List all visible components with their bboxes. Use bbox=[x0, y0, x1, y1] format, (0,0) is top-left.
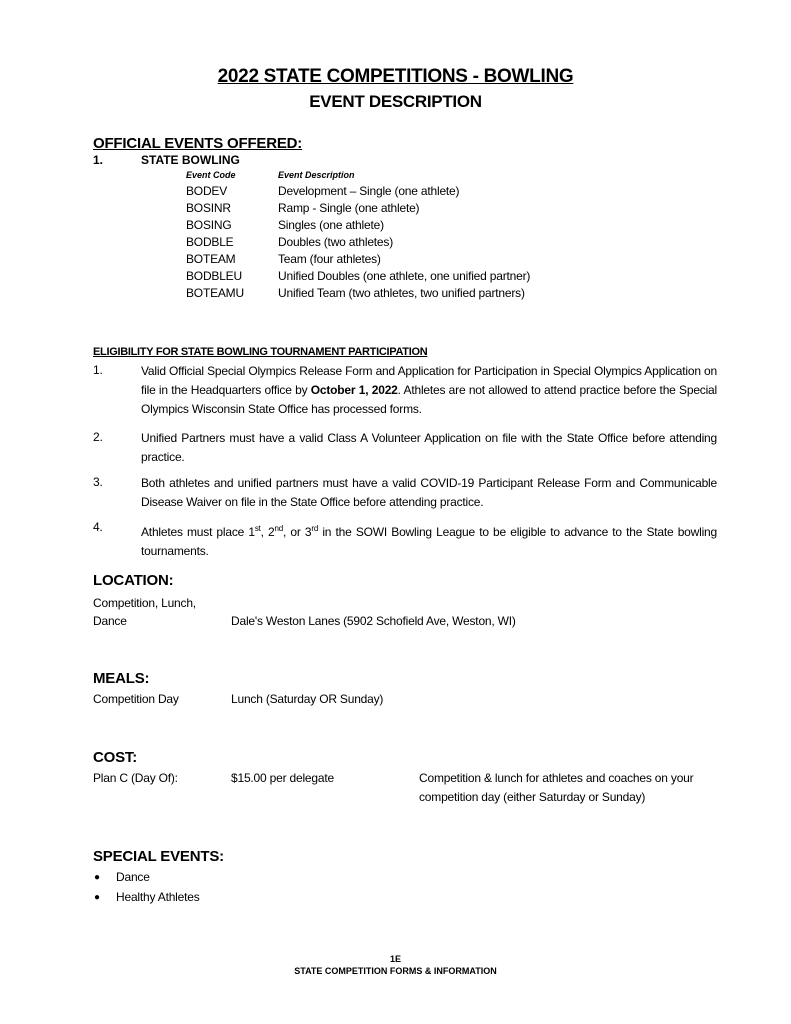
event-description: Ramp - Single (one athlete) bbox=[278, 200, 420, 215]
meals-value: Lunch (Saturday OR Sunday) bbox=[231, 692, 384, 706]
event-code: BODEV bbox=[186, 183, 228, 198]
event-code: BOSING bbox=[186, 217, 232, 232]
cost-description: competition day (either Saturday or Sunday) bbox=[419, 790, 646, 804]
table-row bbox=[186, 233, 530, 250]
event-description: Singles (one athlete) bbox=[278, 217, 384, 232]
ordinal-suffix: rd bbox=[311, 524, 319, 533]
eligibility-text: , 2 bbox=[260, 525, 275, 539]
ordinal-suffix: st bbox=[254, 524, 261, 533]
table-row bbox=[186, 250, 530, 267]
location-heading: LOCATION: bbox=[93, 572, 174, 589]
event-code: BOTEAMU bbox=[186, 285, 244, 300]
event-code: BOSINR bbox=[186, 200, 231, 215]
table-row bbox=[186, 216, 530, 233]
eligibility-text: Unified Partners must have a valid Class A Volunteer Application on file with the State Office before attending practice. bbox=[141, 431, 717, 464]
eligibility-item-4 bbox=[141, 519, 717, 561]
page-title: 2022 STATE COMPETITIONS - BOWLING bbox=[217, 66, 574, 87]
cost-heading: COST: bbox=[93, 749, 138, 766]
ordinal-suffix: nd bbox=[274, 524, 284, 533]
eligibility-text: in the SOWI Bowling League to be eligible to advance to the State bowling tournaments. bbox=[141, 525, 717, 558]
eligibility-item-number: 2. bbox=[93, 430, 103, 444]
meals-heading: MEALS: bbox=[93, 670, 150, 687]
official-events-item-title: STATE BOWLING bbox=[141, 153, 240, 167]
eligibility-text: Valid Official Special Olympics Release Form and Application for Participation in Special Olympics Application on file in the Headquarters office by bbox=[141, 364, 717, 397]
location-label: Dance bbox=[93, 614, 127, 628]
table-row bbox=[186, 284, 530, 301]
bullet-icon: ● bbox=[94, 872, 101, 883]
page-subtitle: EVENT DESCRIPTION bbox=[309, 92, 482, 111]
eligibility-item-number: 1. bbox=[93, 363, 103, 377]
footer-caption: STATE COMPETITION FORMS & INFORMATION bbox=[294, 966, 497, 976]
special-event-item: Dance bbox=[116, 870, 150, 884]
table-row bbox=[186, 267, 530, 284]
event-code-header: Event Code bbox=[186, 170, 236, 180]
deadline-date: October 1, 2022 bbox=[310, 383, 398, 397]
event-description-header: Event Description bbox=[278, 170, 355, 180]
eligibility-text: Athletes must place 1 bbox=[141, 525, 255, 539]
event-code: BOTEAM bbox=[186, 251, 236, 266]
event-description: Development – Single (one athlete) bbox=[278, 183, 460, 198]
event-description: Unified Team (two athletes, two unified partners) bbox=[278, 285, 525, 300]
bullet-icon: ● bbox=[94, 892, 101, 903]
events-table bbox=[186, 182, 530, 301]
eligibility-text: . Athletes are not allowed to attend practice before the Special Olympics Wisconsin State Office has processed forms. bbox=[141, 383, 717, 416]
table-row bbox=[186, 182, 530, 199]
eligibility-item-number: 4. bbox=[93, 520, 103, 534]
cost-label: Plan C (Day Of): bbox=[93, 771, 178, 785]
event-description: Doubles (two athletes) bbox=[278, 234, 393, 249]
eligibility-item-number: 3. bbox=[93, 475, 103, 489]
event-code: BODBLEU bbox=[186, 268, 242, 283]
table-row bbox=[186, 199, 530, 216]
event-description: Team (four athletes) bbox=[278, 251, 381, 266]
official-events-item-number: 1. bbox=[93, 153, 104, 167]
special-events-heading: SPECIAL EVENTS: bbox=[93, 848, 224, 865]
location-label: Competition, Lunch, bbox=[93, 596, 196, 610]
official-events-heading: OFFICIAL EVENTS OFFERED: bbox=[93, 135, 303, 152]
page-number: 1E bbox=[389, 954, 401, 964]
eligibility-item-1 bbox=[141, 362, 717, 419]
event-code: BODBLE bbox=[186, 234, 234, 249]
eligibility-text: , or 3 bbox=[283, 525, 312, 539]
cost-amount: $15.00 per delegate bbox=[231, 771, 334, 785]
event-description: Unified Doubles (one athlete, one unified partner) bbox=[278, 268, 531, 283]
eligibility-heading: ELIGIBILITY FOR STATE BOWLING TOURNAMENT PARTICIPATION bbox=[93, 346, 428, 358]
meals-label: Competition Day bbox=[93, 692, 179, 706]
eligibility-item-2 bbox=[141, 429, 717, 467]
special-event-item: Healthy Athletes bbox=[116, 890, 200, 904]
location-value: Dale's Weston Lanes (5902 Schofield Ave, Weston, WI) bbox=[231, 614, 516, 628]
eligibility-text: Both athletes and unified partners must have a valid COVID-19 Participant Release Form and Communicable Disease Waiver on file in the State Office before attending practice. bbox=[141, 476, 717, 509]
eligibility-item-3 bbox=[141, 474, 717, 512]
cost-description: Competition & lunch for athletes and coaches on your bbox=[419, 771, 694, 785]
